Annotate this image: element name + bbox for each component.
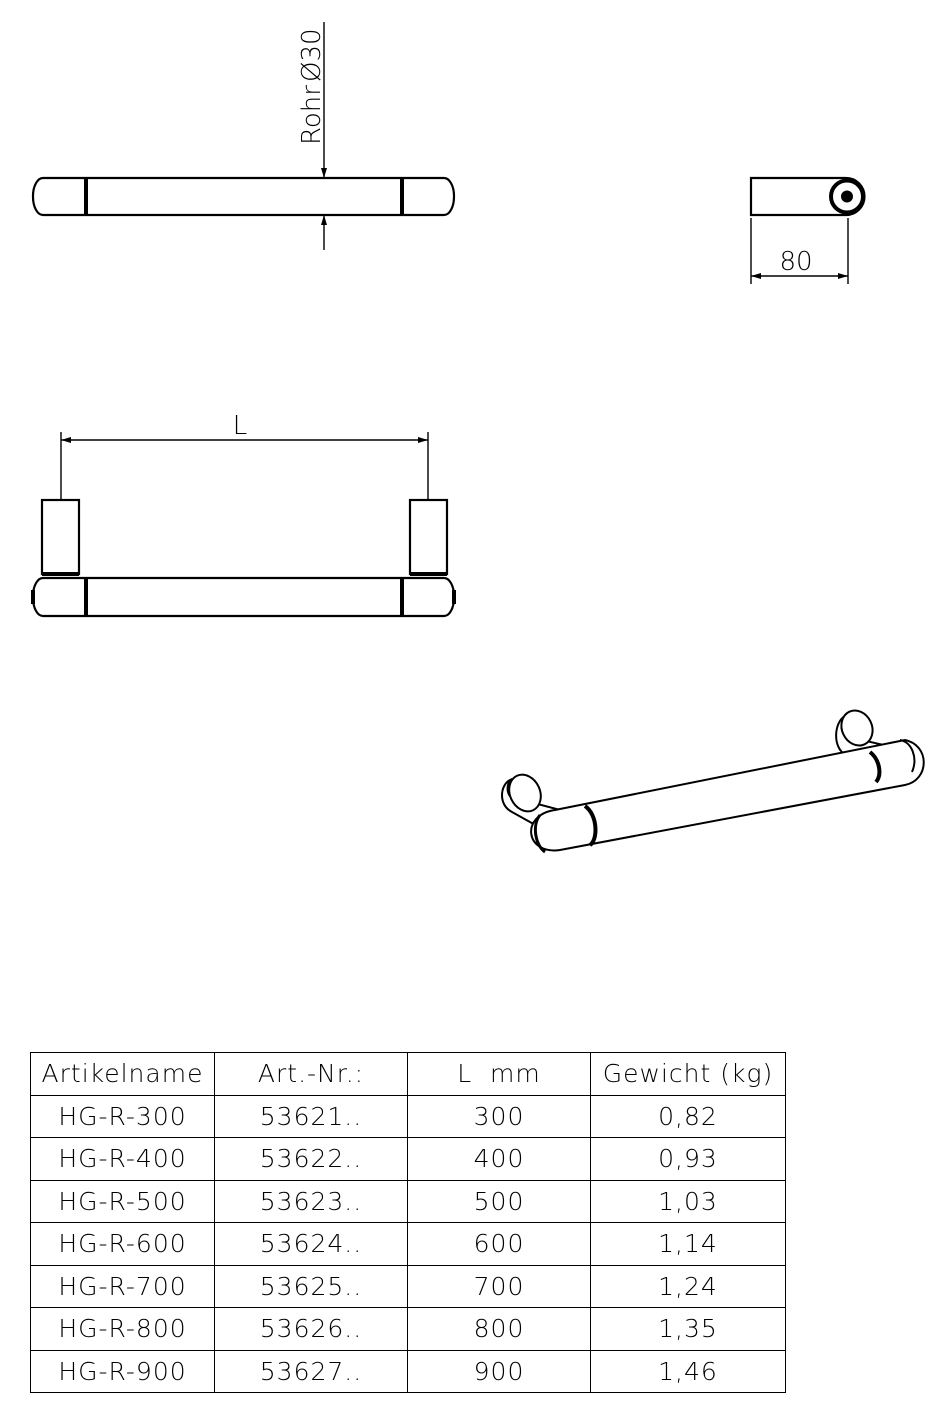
front-view (33, 411, 454, 616)
cell-length: 700 (408, 1265, 591, 1308)
header-article-name: Artikelname (31, 1053, 215, 1096)
table-row (31, 1223, 786, 1266)
cell-weight: 1,46 (591, 1350, 786, 1393)
cell-article-number: 53621.. (215, 1095, 408, 1138)
length-dimension-label: L (232, 411, 248, 441)
cell-weight: 1,35 (591, 1308, 786, 1351)
top-view (33, 22, 454, 250)
table-row (31, 1138, 786, 1181)
cell-article-name: HG-R-300 (31, 1095, 215, 1138)
cell-article-name: HG-R-600 (31, 1223, 215, 1266)
cell-article-name: HG-R-500 (31, 1180, 215, 1223)
cell-length: 600 (408, 1223, 591, 1266)
end-cap-mark (841, 191, 853, 203)
cell-length: 800 (408, 1308, 591, 1351)
cell-length: 500 (408, 1180, 591, 1223)
cell-weight: 0,82 (591, 1095, 786, 1138)
tube-diameter-value: 30 (297, 28, 327, 62)
table-row (31, 1350, 786, 1393)
cell-article-name: HG-R-700 (31, 1265, 215, 1308)
cell-weight: 1,24 (591, 1265, 786, 1308)
cell-length: 300 (408, 1095, 591, 1138)
depth-dimension-label: 80 (779, 247, 813, 277)
cell-weight: 0,93 (591, 1138, 786, 1181)
cell-article-number: 53624.. (215, 1223, 408, 1266)
cell-article-number: 53626.. (215, 1308, 408, 1351)
cell-article-number: 53622.. (215, 1138, 408, 1181)
cell-article-name: HG-R-800 (31, 1308, 215, 1351)
table-row (31, 1095, 786, 1138)
cell-article-number: 53627.. (215, 1350, 408, 1393)
side-view (751, 178, 865, 284)
table-row (31, 1180, 786, 1223)
table-header-row (31, 1053, 786, 1096)
tube-diameter-label (297, 28, 327, 145)
cell-length: 400 (408, 1138, 591, 1181)
cell-weight: 1,14 (591, 1223, 786, 1266)
header-length: L mm (408, 1053, 591, 1096)
cell-article-name: HG-R-900 (31, 1350, 215, 1393)
cell-weight: 1,03 (591, 1180, 786, 1223)
cell-article-number: 53623.. (215, 1180, 408, 1223)
diameter-symbol: Ø (297, 61, 327, 83)
isometric-view (502, 705, 924, 852)
cell-article-name: HG-R-400 (31, 1138, 215, 1181)
cell-length: 900 (408, 1350, 591, 1393)
table-row (31, 1265, 786, 1308)
article-table (30, 1052, 786, 1393)
header-weight: Gewicht (kg) (591, 1053, 786, 1096)
cell-article-number: 53625.. (215, 1265, 408, 1308)
table-row (31, 1308, 786, 1351)
header-article-number: Art.-Nr.: (215, 1053, 408, 1096)
tube-label: Rohr (297, 85, 327, 145)
